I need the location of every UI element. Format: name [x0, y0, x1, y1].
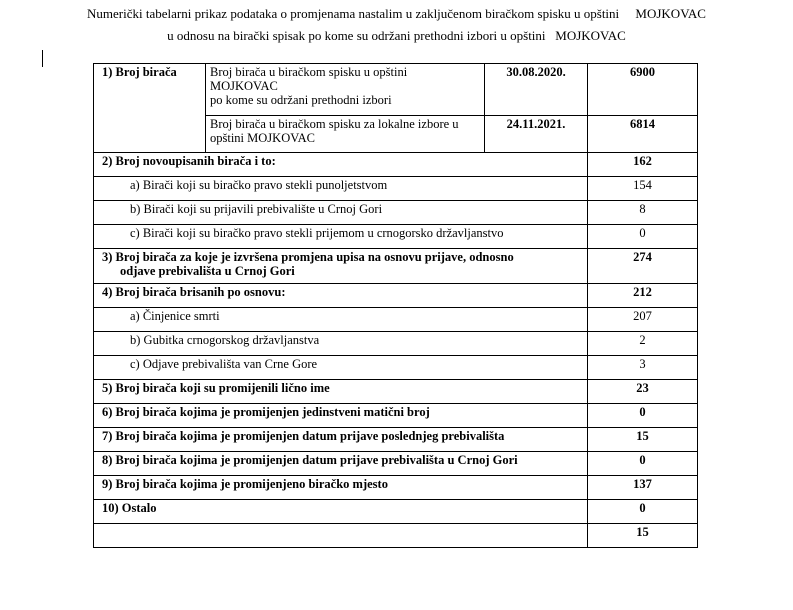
table-row [94, 404, 698, 428]
table-row [94, 500, 698, 524]
table-row [94, 476, 698, 500]
table-row [94, 249, 698, 284]
document-title-line2: u odnosu na birački spisak po kome su održani prethodni izbori u opštini MOJKOVAC [167, 28, 626, 43]
table-row [94, 308, 698, 332]
table-row [94, 356, 698, 380]
row4b-value: 2 [588, 332, 698, 356]
row9-label: 9) Broj birača kojima je promijenjeno biračko mjesto [94, 476, 588, 500]
total-label [94, 524, 588, 548]
table-row [94, 284, 698, 308]
row1-sub2-line1: Broj birača u biračkom spisku za lokalne izbore u [210, 116, 459, 131]
row2b-value: 8 [588, 201, 698, 225]
row4-value: 212 [588, 284, 698, 308]
table-row [94, 428, 698, 452]
row10-label: 10) Ostalo [94, 500, 588, 524]
table-row [94, 64, 698, 116]
table-row [94, 380, 698, 404]
row1-sub2-line2: opštini MOJKOVAC [210, 130, 315, 145]
table-row [94, 177, 698, 201]
row2a-value: 154 [588, 177, 698, 201]
row1-sub1-value: 6900 [588, 64, 698, 116]
row1-sub1-line1: Broj birača u biračkom spisku u opštini [210, 65, 408, 79]
row2c-value: 0 [588, 225, 698, 249]
row8-label: 8) Broj birača kojima je promijenjen datum prijave prebivališta u Crnoj Gori [94, 452, 588, 476]
row1-sub1-line3: po kome su održani prethodni izbori [210, 93, 392, 107]
row3-label-line1: 3) Broj birača za koje je izvršena promjena upisa na osnovu prijave, odnosno [102, 250, 514, 264]
table-row [94, 225, 698, 249]
table-row [94, 153, 698, 177]
row2b-label: b) Birači koji su prijavili prebivalište u Crnoj Gori [94, 201, 588, 225]
row10-value: 0 [588, 500, 698, 524]
table-row [94, 332, 698, 356]
row8-value: 0 [588, 452, 698, 476]
row1-sub2-description [206, 115, 485, 152]
row3-label [94, 249, 588, 284]
row6-label: 6) Broj birača kojima je promijenjen jedinstveni matični broj [94, 404, 588, 428]
text-cursor [42, 50, 43, 67]
row2c-label: c) Birači koji su biračko pravo stekli prijemom u crnogorsko državljanstvo [94, 225, 588, 249]
row1-sub1-description [206, 64, 485, 116]
row3-label-line2: odjave prebivališta u Crnoj Gori [120, 264, 295, 278]
row1-label: 1) Broj birača [94, 64, 206, 153]
row3-value: 274 [588, 249, 698, 284]
voter-changes-table [93, 63, 698, 548]
row1-sub1-date: 30.08.2020. [485, 64, 588, 116]
table-row [94, 524, 698, 548]
row5-label: 5) Broj birača koji su promijenili lično ime [94, 380, 588, 404]
row4a-value: 207 [588, 308, 698, 332]
table-row [94, 201, 698, 225]
row4a-label: a) Činjenice smrti [94, 308, 588, 332]
row2a-label: a) Birači koji su biračko pravo stekli punoljetstvom [94, 177, 588, 201]
row4c-label: c) Odjave prebivališta van Crne Gore [94, 356, 588, 380]
row6-value: 0 [588, 404, 698, 428]
row1-sub2-date: 24.11.2021. [485, 115, 588, 152]
row7-label: 7) Broj birača kojima je promijenjen datum prijave poslednjeg prebivališta [94, 428, 588, 452]
table-row [94, 452, 698, 476]
row2-value: 162 [588, 153, 698, 177]
row4c-value: 3 [588, 356, 698, 380]
row2-label: 2) Broj novoupisanih birača i to: [94, 153, 588, 177]
row4-label: 4) Broj birača brisanih po osnovu: [94, 284, 588, 308]
row1-sub1-line2: MOJKOVAC [210, 79, 278, 93]
row1-sub2-value: 6814 [588, 115, 698, 152]
row7-value: 15 [588, 428, 698, 452]
document-title-line1: Numerički tabelarni prikaz podataka o promjenama nastalim u zaključenom biračkom spisku u opštini MOJKOVAC [87, 6, 706, 21]
row5-value: 23 [588, 380, 698, 404]
row4b-label: b) Gubitka crnogorskog državljanstva [94, 332, 588, 356]
row9-value: 137 [588, 476, 698, 500]
total-value: 15 [588, 524, 698, 548]
